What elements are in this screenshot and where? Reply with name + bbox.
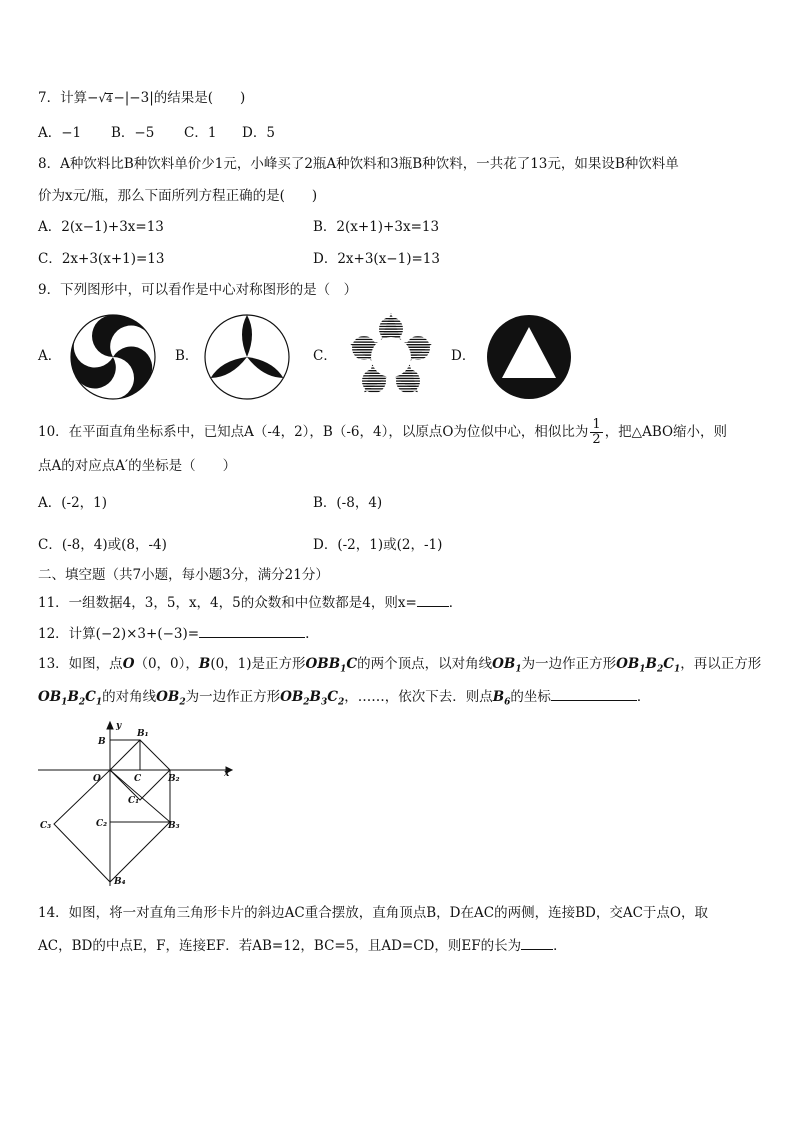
q13-l1-d: 的两个顶点，以对角线 (357, 656, 493, 672)
q10-option-a: A．(-2，1) (38, 495, 108, 511)
label-o: O (93, 774, 101, 784)
q9-figure-b (203, 313, 291, 401)
radical-sign: √ (98, 91, 107, 105)
q12-answer-blank[interactable] (199, 624, 305, 638)
q13-ob2-text: OB (156, 689, 180, 705)
q13-diag-ob2: $OB_2$ (156, 689, 186, 708)
label-c2: C₂ (96, 819, 108, 829)
q13-square-ob2b3c2: $OB_2B_3C_2$ (280, 689, 345, 708)
q9-figure-a (69, 313, 157, 401)
q10-ratio-num: 1 (592, 417, 601, 432)
q9-figure-c (345, 312, 437, 402)
q13-l1-c: (0，1)是正方形 (210, 656, 306, 672)
q7-text-a: 7．计算− (38, 90, 99, 106)
q13-b6-text: B (492, 689, 505, 705)
q14-line2 (38, 936, 567, 955)
label-y: y (116, 721, 122, 731)
q8-option-a: A．2(x−1)+3x=13 (38, 219, 164, 235)
q13-square-ob1b2c1-b: $OB_1B_2C_1$ (38, 689, 103, 708)
q13-l2-c: ，……，依次下去．则点 (344, 689, 493, 705)
q10-ratio-den: 2 (592, 432, 601, 447)
q13-ob-text: OB (492, 656, 516, 672)
q10-ratio-fraction (590, 418, 602, 447)
q8-option-c: C．2x+3(x+1)=13 (38, 251, 165, 267)
q7-option-d: D．5 (242, 125, 275, 141)
q11-stem (38, 593, 462, 612)
q9-option-a-label: A． (38, 348, 62, 364)
q7-option-b: B．−5 (111, 125, 155, 141)
q13-square-obb1c: $OBB_1C$ (305, 656, 358, 675)
q13-coordinate-diagram (36, 718, 246, 890)
q9-stem: 9．下列图形中，可以看作是中心对称图形的是（ ） (38, 282, 358, 298)
q9-option-b-label: B． (175, 348, 199, 364)
q13-l1-f: ，再以正方形 (680, 656, 762, 672)
label-b2: B₂ (168, 774, 180, 784)
label-b3: B₃ (168, 821, 180, 831)
section-heading: 二、填空题（共7小题，每小题3分，满分21分） (38, 567, 329, 583)
q8-option-b: B．2(x+1)+3x=13 (313, 219, 440, 235)
q12-end: . (305, 626, 310, 642)
q9-figure-d (485, 313, 573, 401)
label-x: x (224, 769, 230, 779)
q7-radicand: 4 (106, 94, 113, 105)
q9-option-d-label: D． (451, 348, 476, 364)
q13-point-o: O (122, 656, 135, 672)
q13-l1-b: （0，0）， (134, 656, 199, 672)
label-b4: B₄ (114, 877, 126, 887)
q10-option-b: B．(-8，4) (313, 495, 383, 511)
q13-line1 (38, 655, 761, 679)
q11-end: ． (448, 595, 463, 611)
q13-l2-d: 的坐标 (510, 689, 551, 705)
q7-stem (38, 89, 245, 107)
q13-end: ． (636, 689, 651, 705)
q9-option-c-label: C． (313, 348, 337, 364)
q10-line1 (38, 418, 727, 447)
q13-point-b: B (198, 656, 211, 672)
q8-line1: 8．A种饮料比B种饮料单价少1元，小峰买了2瓶A种饮料和3瓶B种饮料，一共花了13元，如果设B种饮料单 (38, 156, 679, 172)
q7-text-b: −|−3|的结果是( ) (113, 90, 246, 106)
q7-option-c: C．1 (184, 125, 217, 141)
q13-diag-ob1: $OB_1$ (492, 656, 522, 675)
q13-line2 (38, 687, 650, 712)
q13-point-b6: $B_6$ (492, 689, 511, 708)
label-c: C (134, 774, 142, 784)
q13-l2-b: 为一边作正方形 (185, 689, 281, 705)
q10-line2: 点A的对应点A′的坐标是（ ） (38, 458, 237, 474)
q10-option-d: D．(-2，1)或(2，-1) (313, 537, 443, 553)
q13-answer-blank[interactable] (551, 687, 637, 701)
q12-stem (38, 624, 309, 643)
q13-square-ob1b2c1: $OB_1B_2C_1$ (616, 656, 681, 675)
q10-line1-a: 10．在平面直角坐标系中，已知点A（-4，2），B（-6，4），以原点O为位似中心，相似比为 (38, 424, 589, 440)
label-b: B (98, 737, 106, 747)
q8-line2: 价为x元/瓶，那么下面所列方程正确的是( ) (38, 188, 318, 204)
q10-line1-b: ，把△ABO缩小，则 (604, 424, 728, 440)
q7-option-a: A．−1 (38, 125, 82, 141)
q10-option-c: C．(-8，4)或(8，-4) (38, 537, 167, 553)
label-c1: C₁ (128, 796, 140, 806)
q13-ob-text-2: OB (616, 656, 640, 672)
q8-option-d: D．2x+3(x−1)=13 (313, 251, 440, 267)
q11-answer-blank[interactable] (417, 593, 449, 607)
q13-obb-text: OBB (305, 656, 341, 672)
q13-l1-e: 为一边作正方形 (521, 656, 617, 672)
q13-l2-a: 的对角线 (102, 689, 157, 705)
label-c3: C₃ (40, 821, 52, 831)
label-b1: B₁ (137, 729, 149, 739)
q11-text: 11．一组数据4，3，5，x，4，5的众数和中位数都是4，则x= (38, 595, 417, 611)
q12-text: 12．计算(−2)×3+(−3)= (38, 626, 200, 642)
q13-l1-a: 13．如图，点 (38, 656, 123, 672)
q14-line2-text: AC，BD的中点E，F，连接EF．若AB=12，BC=5，且AD=CD，则EF的长为 (38, 938, 522, 954)
q14-line1: 14．如图，将一对直角三角形卡片的斜边AC重合摆放，直角顶点B，D在AC的两侧，连接BD，交AC于点O，取 (38, 905, 708, 921)
q14-answer-blank[interactable] (521, 936, 553, 950)
q14-end: ． (553, 938, 567, 954)
